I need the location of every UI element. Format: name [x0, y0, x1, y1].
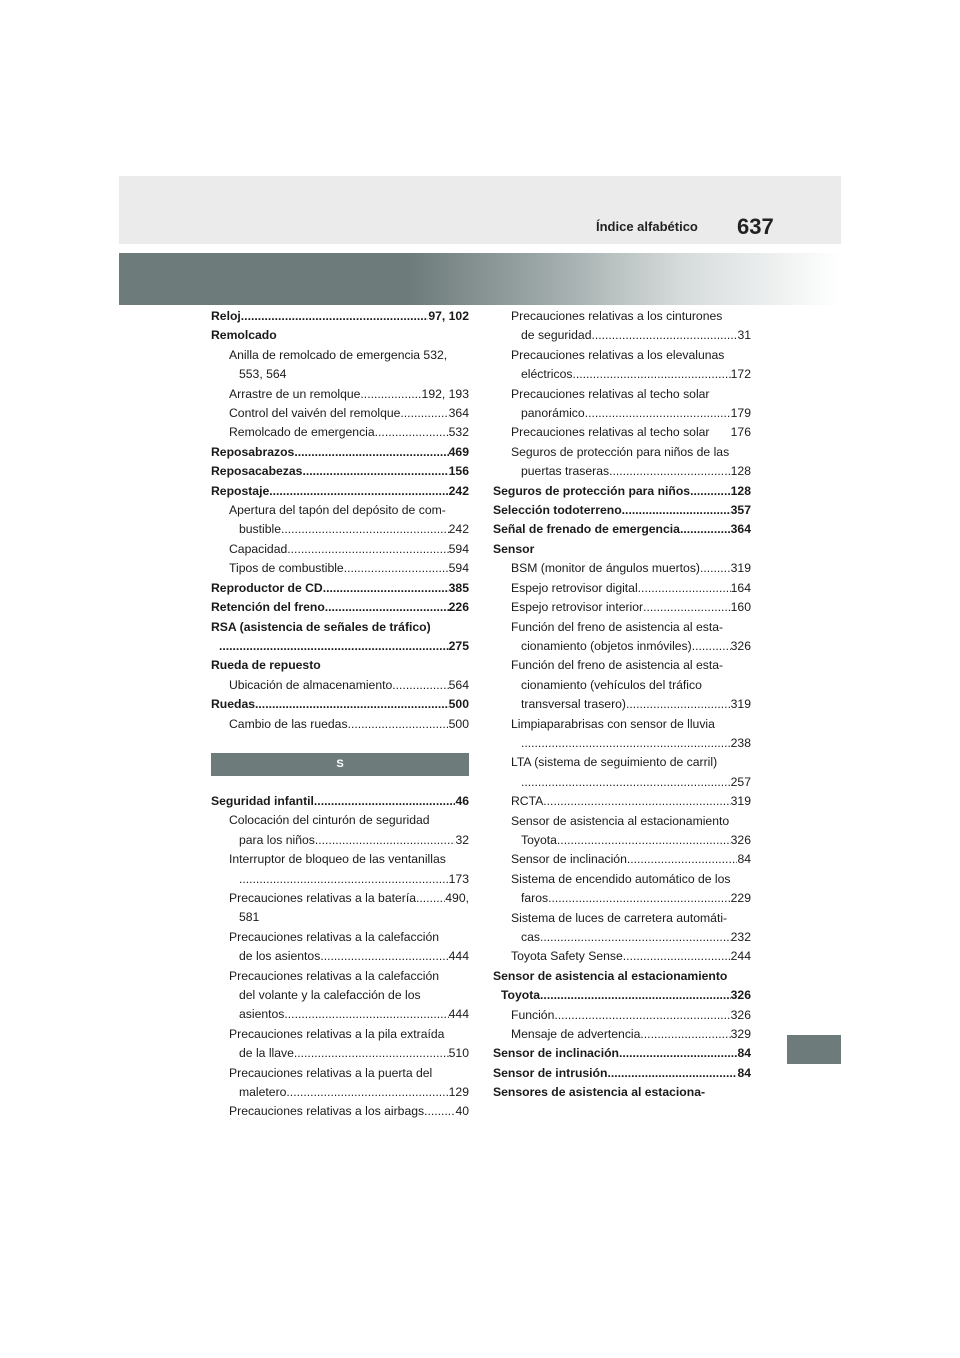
entry-page-ref: 84	[737, 852, 751, 867]
dot-leader	[416, 889, 445, 908]
dot-leader	[344, 559, 449, 578]
entry-term: Selección todoterreno	[493, 503, 622, 518]
entry-page-ref: 156	[448, 464, 469, 479]
entry-page-ref: 97, 102	[428, 309, 469, 323]
entry-page-ref: 164	[730, 580, 751, 595]
dot-leader	[548, 889, 731, 908]
entry-page-ref: 364	[448, 406, 469, 421]
index-entry	[493, 579, 751, 598]
entry-page-ref: 242	[448, 483, 469, 498]
index-entry	[211, 947, 469, 966]
dot-leader	[294, 1044, 449, 1063]
entry-term: RCTA	[511, 794, 544, 809]
index-entry	[493, 1044, 751, 1063]
index-entry	[493, 734, 751, 753]
index-list-s	[211, 792, 469, 1122]
index-entry	[493, 695, 751, 714]
index-entry	[211, 618, 469, 637]
entry-page-ref: 275	[448, 638, 469, 653]
index-entry	[211, 811, 469, 830]
entry-page-ref: 319	[730, 561, 751, 576]
index-entry	[211, 1025, 469, 1044]
entry-term: Interruptor de bloqueo de las ventanillas	[229, 852, 446, 867]
entry-term: Capacidad	[229, 541, 288, 556]
index-entry	[493, 443, 751, 462]
entry-page-ref: 179	[730, 406, 751, 421]
header-band	[119, 176, 841, 244]
dot-leader	[622, 501, 731, 520]
entry-page-ref: 242	[448, 522, 469, 537]
spacer	[710, 423, 731, 442]
dot-leader	[609, 462, 731, 481]
index-entry	[211, 637, 469, 656]
entry-page-ref: 326	[730, 1007, 751, 1022]
entry-term: Función del freno de asistencia al esta-	[511, 658, 724, 673]
entry-term: transversal trasero)	[521, 697, 626, 712]
dot-leader	[269, 482, 448, 501]
index-entry	[211, 520, 469, 539]
dot-leader	[284, 1005, 448, 1024]
entry-page-ref: 490,	[445, 890, 469, 905]
index-entry	[211, 579, 469, 598]
dot-leader	[627, 850, 738, 869]
entry-page-ref: 444	[448, 1007, 469, 1022]
index-entry	[493, 676, 751, 695]
index-entry	[211, 365, 469, 384]
index-entry	[493, 598, 751, 617]
entry-term: de seguridad	[521, 328, 592, 343]
dot-leader	[281, 520, 449, 539]
index-entry	[493, 753, 751, 772]
entry-page-ref: 40	[455, 1104, 469, 1119]
entry-term: Precauciones relativas al techo solar	[511, 386, 710, 401]
index-entry	[493, 423, 751, 442]
index-entry	[211, 715, 469, 734]
entry-term: Seguros de protección para niños de las	[511, 444, 730, 459]
dot-leader	[424, 1102, 455, 1121]
dot-leader	[302, 462, 448, 481]
entry-term: Seguros de protección para niños	[493, 483, 691, 498]
thumb-index-tab	[787, 1035, 841, 1064]
entry-page-ref: 364	[730, 522, 751, 537]
index-entry	[493, 1064, 751, 1083]
index-entry	[211, 928, 469, 947]
entry-page-ref: 176	[730, 425, 751, 440]
entry-term: Mensaje de advertencia	[511, 1027, 641, 1042]
entry-term: Precauciones relativas al techo solar	[511, 425, 710, 440]
index-entry	[211, 307, 469, 326]
entry-page-ref: 31	[737, 328, 751, 343]
entry-page-ref: 32	[455, 832, 469, 847]
dot-leader	[375, 423, 449, 442]
entry-term: Precauciones relativas a la calefacción	[229, 968, 440, 983]
index-entry	[493, 870, 751, 889]
index-entry	[493, 404, 751, 423]
entry-page-ref: 226	[448, 600, 469, 615]
index-entry	[211, 404, 469, 423]
letter-section-label: S	[336, 758, 344, 771]
entry-term: Señal de frenado de emergencia	[493, 522, 680, 537]
entry-term: Reproductor de CD	[211, 580, 323, 595]
entry-page-ref: 173	[448, 871, 469, 886]
entry-term: Remolcado	[211, 328, 277, 343]
entry-term: Toyota Safety Sense	[511, 949, 623, 964]
index-list-r	[211, 307, 469, 734]
index-entry	[211, 598, 469, 617]
entry-term: Rueda de repuesto	[211, 658, 321, 673]
dot-leader	[241, 307, 429, 326]
dot-leader	[638, 579, 731, 598]
entry-term: Precauciones relativas a la pila extraída	[229, 1026, 445, 1041]
entry-term: para los niños	[239, 832, 315, 847]
dot-leader	[348, 715, 449, 734]
index-entry	[211, 423, 469, 442]
entry-page-ref: 469	[448, 444, 469, 459]
entry-term: Reposabrazos	[211, 444, 295, 459]
section-title: Índice alfabético	[596, 219, 698, 234]
entry-term: RSA (asistencia de señales de tráfico)	[211, 619, 431, 634]
entry-term: Sensores de asistencia al estaciona-	[493, 1085, 706, 1100]
entry-term: Toyota	[501, 988, 541, 1003]
entry-term: Sensor de inclinación	[511, 852, 627, 867]
dot-leader	[392, 676, 448, 695]
index-entry	[211, 1064, 469, 1083]
index-entry	[493, 307, 751, 326]
entry-term: Cambio de las ruedas	[229, 716, 348, 731]
index-list-right	[493, 307, 751, 1103]
dot-leader	[619, 1044, 737, 1063]
dot-leader	[680, 520, 731, 539]
entry-page-ref: 229	[730, 891, 751, 906]
dot-leader	[255, 695, 449, 714]
dot-leader	[239, 870, 449, 889]
entry-page-ref: 129	[448, 1085, 469, 1100]
dot-leader	[591, 326, 737, 345]
dot-leader	[294, 443, 448, 462]
entry-term: Seguridad infantil	[211, 793, 314, 808]
index-entry	[493, 909, 751, 928]
index-entry	[211, 676, 469, 695]
entry-page-ref: 500	[448, 716, 469, 731]
dot-leader	[640, 1025, 730, 1044]
entry-page-ref: 160	[730, 600, 751, 615]
entry-term: Control del vaivén del remolque	[229, 406, 401, 421]
entry-term: Sistema de luces de carretera automáti-	[511, 910, 728, 925]
entry-page-ref: 128	[730, 464, 751, 479]
index-entry	[493, 773, 751, 792]
index-entry	[211, 443, 469, 462]
entry-page-ref: 500	[448, 697, 469, 712]
index-entry	[493, 637, 751, 656]
entry-term: bustible	[239, 522, 282, 537]
entry-term: Precauciones relativas a la puerta del	[229, 1065, 433, 1080]
index-entry	[493, 618, 751, 637]
entry-term: Ruedas	[211, 697, 256, 712]
index-entry	[493, 501, 751, 520]
page-number: 637	[737, 214, 774, 239]
entry-page-ref: 329	[730, 1027, 751, 1042]
dot-leader	[700, 559, 731, 578]
dot-leader	[643, 598, 731, 617]
entry-term: Función	[511, 1007, 555, 1022]
entry-term: BSM (monitor de ángulos muertos)	[511, 561, 700, 576]
entry-page-ref: 510	[448, 1046, 469, 1061]
dot-leader	[286, 1083, 448, 1102]
entry-term: panorámico	[521, 406, 585, 421]
entry-page-ref: 244	[730, 949, 751, 964]
entry-term: Ubicación de almacenamiento	[229, 677, 393, 692]
entry-term: Sensor	[493, 541, 535, 556]
entry-term: Función del freno de asistencia al esta-	[511, 619, 724, 634]
index-entry	[211, 482, 469, 501]
entry-term: Precauciones relativas a los airbags	[229, 1104, 425, 1119]
dot-leader	[400, 404, 448, 423]
entry-page-ref: 385	[448, 580, 469, 595]
index-entry	[211, 501, 469, 520]
index-entry	[211, 831, 469, 850]
index-entry	[493, 1006, 751, 1025]
index-entry	[493, 812, 751, 831]
index-column-left	[211, 307, 469, 1122]
entry-term: eléctricos	[521, 367, 573, 382]
index-entry	[211, 908, 469, 927]
index-entry	[211, 1005, 469, 1024]
entry-term: LTA (sistema de seguimiento de carril)	[511, 755, 718, 770]
entry-term: Arrastre de un remolque	[229, 386, 361, 401]
entry-term: Precauciones relativas a la batería	[229, 890, 416, 905]
entry-page-ref: 532	[448, 425, 469, 440]
dot-leader	[692, 637, 731, 656]
dot-leader	[521, 734, 731, 753]
dot-leader	[315, 831, 456, 850]
index-entry	[211, 540, 469, 559]
entry-term: asientos	[239, 1007, 285, 1022]
index-entry	[211, 559, 469, 578]
dot-leader	[360, 385, 421, 404]
dot-leader	[314, 792, 456, 811]
index-entry	[211, 850, 469, 869]
entry-term: Precauciones relativas a los elevalunas	[511, 347, 725, 362]
index-entry	[493, 656, 751, 675]
index-entry	[493, 482, 751, 501]
index-entry	[211, 1044, 469, 1063]
entry-term: Sensor de inclinación	[493, 1046, 619, 1061]
entry-page-ref: 46	[455, 793, 469, 808]
index-entry	[493, 326, 751, 345]
entry-page-ref: 257	[730, 774, 751, 789]
index-entry	[493, 947, 751, 966]
entry-term: 553, 564	[239, 367, 287, 382]
index-entry	[211, 326, 469, 345]
index-entry	[493, 385, 751, 404]
entry-page-ref: 238	[730, 735, 751, 750]
entry-page-ref: 444	[448, 949, 469, 964]
index-entry	[493, 462, 751, 481]
index-entry	[211, 462, 469, 481]
entry-page-ref: 594	[448, 541, 469, 556]
index-column-right	[493, 307, 751, 1103]
entry-page-ref: 172	[730, 367, 751, 382]
dot-leader	[572, 365, 730, 384]
index-entry	[211, 385, 469, 404]
index-entry	[211, 656, 469, 675]
entry-term: Anilla de remolcado de emergencia 532,	[229, 347, 448, 362]
entry-term: cas	[521, 930, 540, 944]
dot-leader	[690, 482, 731, 501]
dot-leader	[219, 637, 449, 656]
entry-term: maletero	[239, 1085, 287, 1100]
entry-page-ref: 319	[730, 697, 751, 712]
entry-term: Tipos de combustible	[229, 561, 344, 576]
entry-term: Remolcado de emergencia	[229, 425, 375, 440]
index-entry	[493, 928, 751, 947]
entry-term: Sensor de intrusión	[493, 1065, 608, 1080]
entry-page-ref: 319	[730, 794, 751, 809]
entry-term: de la llave	[239, 1046, 294, 1061]
index-entry	[493, 967, 751, 986]
index-entry	[211, 1083, 469, 1102]
index-entry	[211, 792, 469, 811]
entry-page-ref: 232	[730, 930, 751, 944]
index-entry	[493, 850, 751, 869]
entry-term: puertas traseras	[521, 464, 610, 479]
entry-term: Sensor de asistencia al estacionamiento	[511, 813, 730, 828]
index-entry	[211, 695, 469, 714]
entry-term: del volante y la calefacción de los	[239, 988, 421, 1002]
dot-leader	[557, 831, 731, 850]
entry-page-ref: 84	[737, 1046, 751, 1061]
dot-leader	[543, 792, 730, 811]
dot-leader	[540, 928, 731, 947]
entry-term: 581	[239, 910, 260, 925]
index-entry	[493, 1025, 751, 1044]
entry-term: Apertura del tapón del depósito de com-	[229, 503, 446, 518]
index-entry	[211, 889, 469, 908]
entry-term: Reloj	[211, 309, 241, 323]
entry-term: Espejo retrovisor interior	[511, 600, 644, 615]
entry-term: Retención del freno	[211, 600, 325, 615]
entry-term: Sensor de asistencia al estacionamiento	[493, 968, 728, 983]
index-entry	[211, 967, 469, 986]
index-entry	[211, 1102, 469, 1121]
dot-leader	[323, 579, 449, 598]
dot-leader	[626, 695, 731, 714]
index-entry	[211, 870, 469, 889]
dot-leader	[287, 540, 448, 559]
entry-page-ref: 594	[448, 561, 469, 576]
dot-leader	[325, 598, 449, 617]
entry-page-ref: 84	[737, 1065, 751, 1080]
entry-term: Precauciones relativas a los cinturones	[511, 309, 723, 323]
entry-page-ref: 326	[730, 832, 751, 847]
entry-term: Sistema de encendido automático de los	[511, 871, 731, 886]
dot-leader	[623, 947, 731, 966]
dot-leader	[554, 1006, 730, 1025]
letter-section-bar	[211, 753, 469, 776]
entry-page-ref: 357	[730, 503, 751, 518]
index-entry	[493, 559, 751, 578]
entry-page-ref: 192, 193	[421, 386, 469, 401]
index-entry	[493, 346, 751, 365]
dot-leader	[585, 404, 731, 423]
entry-page-ref: 564	[448, 677, 469, 692]
index-entry	[493, 365, 751, 384]
index-entry	[493, 540, 751, 559]
entry-term: Limpiaparabrisas con sensor de lluvia	[511, 716, 715, 731]
entry-page-ref: 128	[730, 483, 751, 498]
dot-leader	[320, 947, 448, 966]
index-entry	[493, 889, 751, 908]
entry-term: cionamiento (objetos inmóviles)	[521, 638, 692, 653]
dot-leader	[607, 1064, 737, 1083]
index-entry	[493, 792, 751, 811]
entry-page-ref: 326	[730, 638, 751, 653]
entry-term: Toyota	[521, 832, 557, 847]
index-entry	[493, 520, 751, 539]
entry-page-ref: 326	[730, 988, 751, 1003]
entry-term: Reposacabezas	[211, 464, 303, 479]
entry-term: Colocación del cinturón de seguridad	[229, 813, 430, 828]
entry-term: cionamiento (vehículos del tráfico	[521, 677, 702, 692]
index-entry	[211, 986, 469, 1005]
index-entry	[493, 715, 751, 734]
index-entry	[211, 346, 469, 365]
entry-term: Precauciones relativas a la calefacción	[229, 929, 440, 944]
dot-leader	[521, 773, 731, 792]
index-entry	[493, 986, 751, 1005]
index-entry	[493, 1083, 751, 1102]
decorative-gradient-bar	[119, 253, 841, 305]
entry-term: faros	[521, 891, 549, 906]
index-entry	[493, 831, 751, 850]
entry-term: Repostaje	[211, 483, 270, 498]
entry-term: de los asientos	[239, 949, 321, 964]
entry-term: Espejo retrovisor digital	[511, 580, 638, 595]
dot-leader	[540, 986, 731, 1005]
